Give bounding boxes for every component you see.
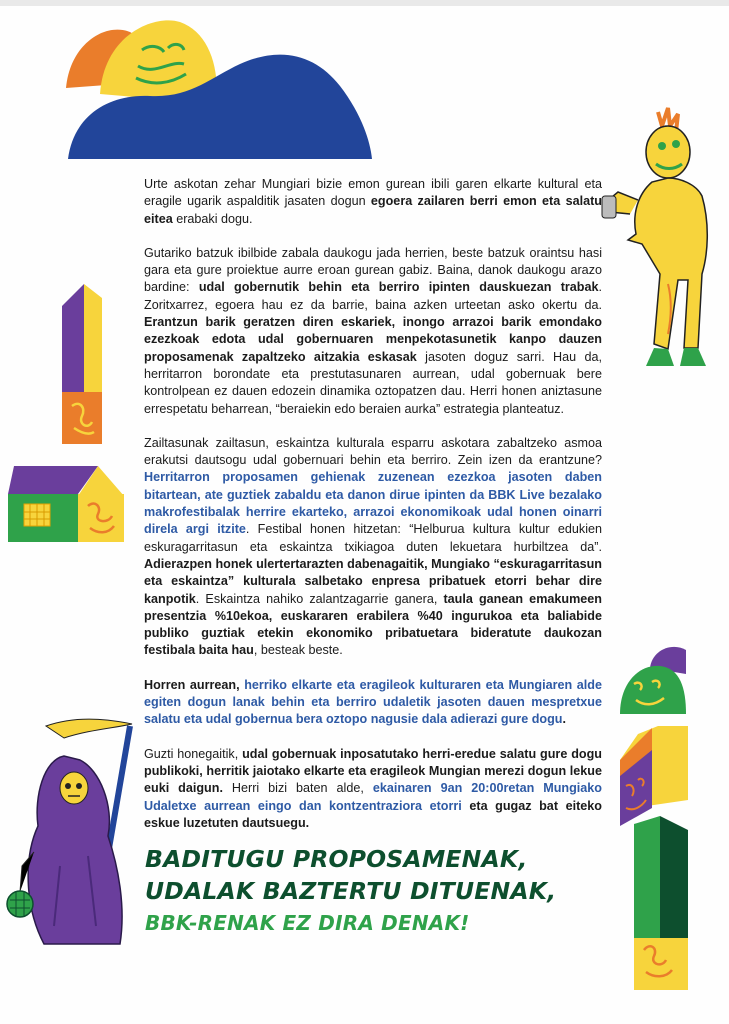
- headline-line-1: BADITUGU PROPOSAMENAK,: [145, 845, 528, 873]
- grim-reaper-illustration: [4, 716, 140, 948]
- graffiti-figure-illustration: [598, 104, 716, 384]
- stacked-blocks-illustration: [612, 640, 692, 992]
- body-text: [144, 176, 602, 849]
- hills-illustration: [60, 14, 376, 162]
- paragraph-4: Horren aurrean, herriko elkarte eta eragileok kulturaren eta Mungiaren alde egiten dogun lanak behin eta berriro udaletik jasoten dauen mespretxue salatu eta udal gobernua bera oztopo nagusie dala adierazi gure dogu.: [144, 677, 602, 727]
- house-illustration: [8, 466, 126, 544]
- paragraph-1: Urte askotan zehar Mungiari bizie emon gurean ibili garen elkarte kultural eta eragile ugarik aspalditik jasaten dogun egoera zailaren berri emon eta salatu eitea erabaki dogu.: [144, 177, 602, 226]
- paragraph-2: Gutariko batzuk ibilbide zabala daukogu jada herrien, beste batzuk oraintsu hasi gara eta gure proiektue aurre eroan gurean gabiz. Baina, danok daukogu arazo bardine: udal gobernutik behin eta berriro ipinten dauskuezan trabak. Zoritxarrez, egoera hau ez da barrie, baina azken urteetan asko okertu da. Erantzun barik geratzen diren eskariek, inongo arrazoi barik emondako ezezkoak edota udal gobernuaren menpekotasunetik kanpo dauzen proposamenak zapaltzeko aitzakia eskasak jasoten doguz sarri. Hau da, herritarron borondate eta prestutasunaren aurrean, udal gobernuak bere kontrolpean ez dauen edozein dinamika oztopatzen dau. Herri honen aniztasune errespetatu beharrean, “beraiekin edo beraien aurka” estrategia planteatuz.: [144, 245, 602, 416]
- paragraph-5: Guzti honegaitik, udal gobernuak inposatutako herri-eredue salatu gure dogu publikoki, herritik jaiotako elkarte eta eragileok Mungian merezi dogun lekue euki daigun. Herri bizi baten alde, ekainaren 9an 20:00retan Mungiako Udaletxe aurrean eingo dan kontzentraziora etorri eta gugaz bat eiteko eskue luzetuten dautsuegu.: [144, 746, 603, 830]
- tower-illustration: [58, 282, 106, 446]
- headline-line-2: UDALAK BAZTERTU DITUENAK,: [145, 877, 557, 905]
- top-border: [0, 0, 729, 6]
- paragraph-3: Zailtasunak zailtasun, eskaintza kulturala esparru askotara zabaltzeko asmoa erakutsi dautsogu udal gobernuari behin eta berriro. Zein izen da erantzune? Herritarron proposamen gehienak zuzenean ezezkoa jasoten daben bitartean, ate guztiek zabaldu eta danon dirue ipinten da BBK Live bezalako makrofestibalak herrire ekarteko, arrazoi ekonomikoak udal honen oinarri direla argi itzite. Festibal honen hitzetan: “Helburua kultura kultur edukien eskuragarritasun eta eskaintza txikiagoa duten lekuetara hurbiltzea da”. Adierazpen honek ulertertarazten dabenagaitik, Mungiako “eskuragarritasun eta eskaintza” kulturala salbetako enpresa pribatuek etorri behar dire kanpotik. Eskaintza nahiko zalantzagarrie ganera, taula ganean emakumeen presentzia %10ekoa, euskararen erabilera %40 ingurukoa eta baliabide publiko guztiak etekin ekonomiko pribatuetara bideratute daukozan festibala baita hau, besteak beste.: [144, 435, 602, 658]
- headline-line-3: BBK-RENAK EZ DIRA DENAK!: [145, 911, 470, 935]
- headline-slogan: [145, 843, 575, 939]
